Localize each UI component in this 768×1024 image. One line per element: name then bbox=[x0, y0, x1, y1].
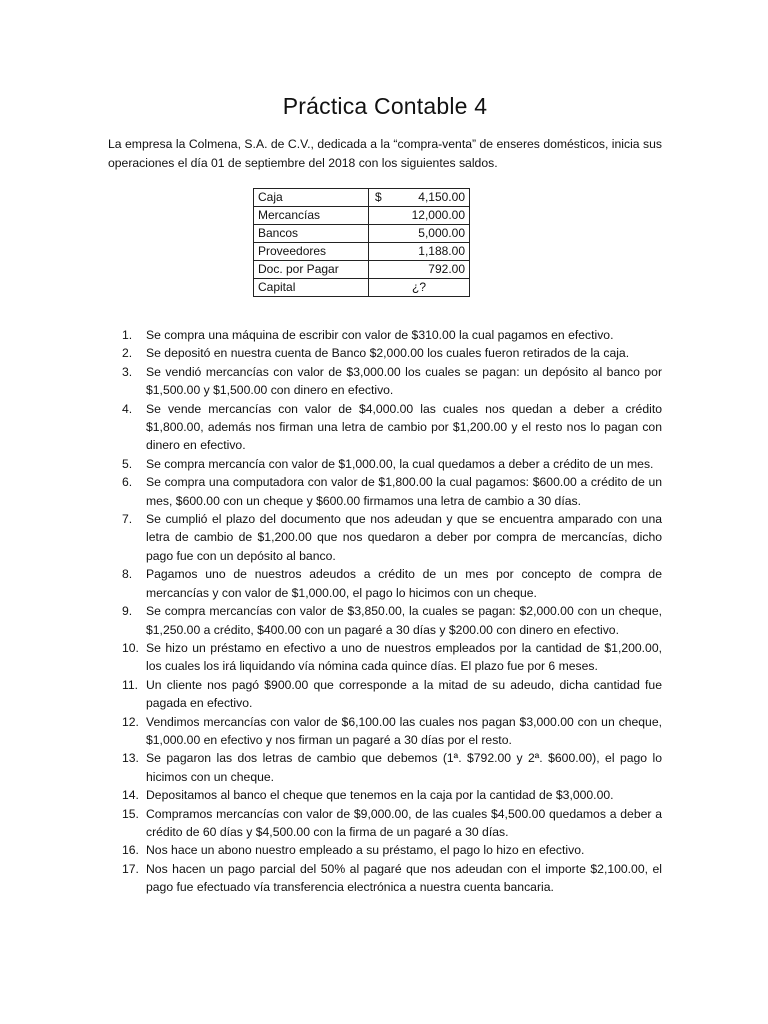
account-amount: 4,150.00 bbox=[418, 190, 465, 204]
item-text: Se hizo un préstamo en efectivo a uno de nuestros empleados por la cantidad de $1,200.00, los cuales los irá liquidando vía nómina cada quince días. El plazo fue por 6 meses. bbox=[146, 640, 662, 674]
list-item bbox=[108, 749, 662, 786]
item-number: 13. bbox=[122, 751, 139, 766]
item-number: 11. bbox=[122, 677, 139, 692]
table-row bbox=[254, 189, 470, 207]
list-item bbox=[108, 400, 662, 455]
list-item bbox=[108, 602, 662, 639]
account-amount: 1,188.00 bbox=[369, 243, 470, 261]
account-label: Bancos bbox=[254, 225, 369, 243]
opening-balances-table bbox=[253, 188, 470, 297]
list-item bbox=[108, 676, 662, 713]
item-text: Nos hace un abono nuestro empleado a su préstamo, el pago lo hizo en efectivo. bbox=[146, 843, 585, 858]
item-text: Vendimos mercancías con valor de $6,100.00 las cuales nos pagan $3,000.00 con un cheque, $1,000.00 en efectivo y nos firman un pagaré a 30 días por el resto. bbox=[146, 714, 662, 747]
account-label: Doc. por Pagar bbox=[254, 261, 369, 279]
account-label: Mercancías bbox=[254, 207, 369, 225]
item-text: Nos hacen un pago parcial del 50% al pagaré que nos adeudan con el importe $2,100.00, el pago fue efectuado vía transferencia electrónica a nuestra cuenta bancaria. bbox=[146, 861, 662, 895]
list-item bbox=[108, 713, 662, 750]
table-row bbox=[254, 225, 470, 243]
item-number: 3. bbox=[122, 364, 133, 379]
list-item bbox=[108, 841, 662, 859]
item-number: 12. bbox=[122, 714, 139, 729]
list-item bbox=[108, 344, 662, 362]
item-number: 6. bbox=[122, 475, 133, 490]
account-amount-cell bbox=[369, 189, 470, 207]
item-number: 7. bbox=[122, 512, 133, 527]
item-number: 17. bbox=[122, 861, 139, 876]
item-number: 15. bbox=[122, 806, 139, 821]
account-label: Capital bbox=[254, 279, 369, 297]
item-number: 9. bbox=[122, 604, 133, 619]
list-item bbox=[108, 565, 662, 602]
item-text: Se compra una máquina de escribir con valor de $310.00 la cual pagamos en efectivo. bbox=[146, 328, 614, 342]
item-number: 8. bbox=[122, 567, 133, 582]
item-number: 5. bbox=[122, 456, 133, 471]
item-text: Un cliente nos pagó $900.00 que corresponde a la mitad de su adeudo, dicha cantidad fue pagada en efectivo. bbox=[146, 677, 662, 711]
account-amount: 5,000.00 bbox=[369, 225, 470, 243]
account-amount: 792.00 bbox=[369, 261, 470, 279]
list-item bbox=[108, 510, 662, 565]
item-number: 10. bbox=[122, 640, 139, 655]
item-text: Se compra mercancía con valor de $1,000.00, la cual quedamos a deber a crédito de un mes. bbox=[146, 456, 654, 471]
item-text: Se depositó en nuestra cuenta de Banco $2,000.00 los cuales fueron retirados de la caja. bbox=[146, 346, 630, 361]
item-text: Se cumplió el plazo del documento que nos adeudan y que se encuentra amparado con una letra de cambio de $1,200.00 que nos quedaron a deber por compra de mercancías, dicho pago fue con un depósito al banco. bbox=[146, 512, 662, 563]
account-label: Proveedores bbox=[254, 243, 369, 261]
list-item bbox=[108, 639, 662, 676]
item-text: Pagamos uno de nuestros adeudos a crédito de un mes por concepto de compra de mercancías y con valor de $1,000.00, el pago lo hicimos con un cheque. bbox=[146, 567, 662, 600]
account-label: Caja bbox=[254, 189, 369, 207]
table-row bbox=[254, 279, 470, 297]
item-number: 1. bbox=[122, 328, 133, 342]
transactions-list bbox=[108, 326, 662, 897]
item-text: Compramos mercancías con valor de $9,000.00, de las cuales $4,500.00 quedamos a deber a crédito de 60 días y $4,500.00 con la firma de un pagaré a 30 días. bbox=[146, 806, 662, 839]
list-item bbox=[108, 860, 662, 897]
list-item bbox=[108, 455, 662, 473]
currency-symbol: $ bbox=[375, 190, 382, 204]
table-row bbox=[254, 261, 470, 279]
item-number: 2. bbox=[122, 346, 133, 361]
item-text: Se compra una computadora con valor de $1,800.00 la cual pagamos: $600.00 a crédito de un mes, $600.00 con un cheque y $600.00 firmamos una letra de cambio a 30 días. bbox=[146, 475, 662, 508]
item-number: 16. bbox=[122, 843, 139, 858]
intro-paragraph: La empresa la Colmena, S.A. de C.V., dedicada a la “compra-venta” de enseres domésticos, inicia sus operaciones el día 01 de septiembre del 2018 con los siguientes saldos. bbox=[108, 137, 662, 170]
item-number: 14. bbox=[122, 788, 139, 803]
list-item bbox=[108, 363, 662, 400]
list-item bbox=[108, 786, 662, 804]
list-item bbox=[108, 473, 662, 510]
table-row bbox=[254, 207, 470, 225]
list-item bbox=[108, 805, 662, 842]
account-amount: ¿? bbox=[369, 279, 470, 297]
item-text: Depositamos al banco el cheque que tenemos en la caja por la cantidad de $3,000.00. bbox=[146, 788, 614, 803]
item-text: Se compra mercancías con valor de $3,850.00, la cuales se pagan: $2,000.00 con un cheque, $1,250.00 a crédito, $400.00 con un pagaré a 30 días y $200.00 con dinero en efectivo. bbox=[146, 604, 662, 637]
page-title: Práctica Contable 4 bbox=[282, 93, 488, 119]
account-amount: 12,000.00 bbox=[369, 207, 470, 225]
item-number: 4. bbox=[122, 401, 133, 416]
table-row bbox=[254, 243, 470, 261]
item-text: Se vende mercancías con valor de $4,000.00 las cuales nos quedan a deber a crédito $1,800.00, además nos firman una letra de cambio por $1,200.00 y el resto nos lo pagan con dinero en efectivo. bbox=[146, 401, 662, 453]
item-text: Se vendió mercancías con valor de $3,000.00 los cuales se pagan: un depósito al banco por $1,500.00 y $1,500.00 con dinero en efectivo. bbox=[146, 364, 662, 398]
item-text: Se pagaron las dos letras de cambio que debemos (1ª. $792.00 y 2ª. $600.00), el pago lo hicimos con un cheque. bbox=[146, 751, 662, 784]
list-item bbox=[108, 326, 662, 344]
